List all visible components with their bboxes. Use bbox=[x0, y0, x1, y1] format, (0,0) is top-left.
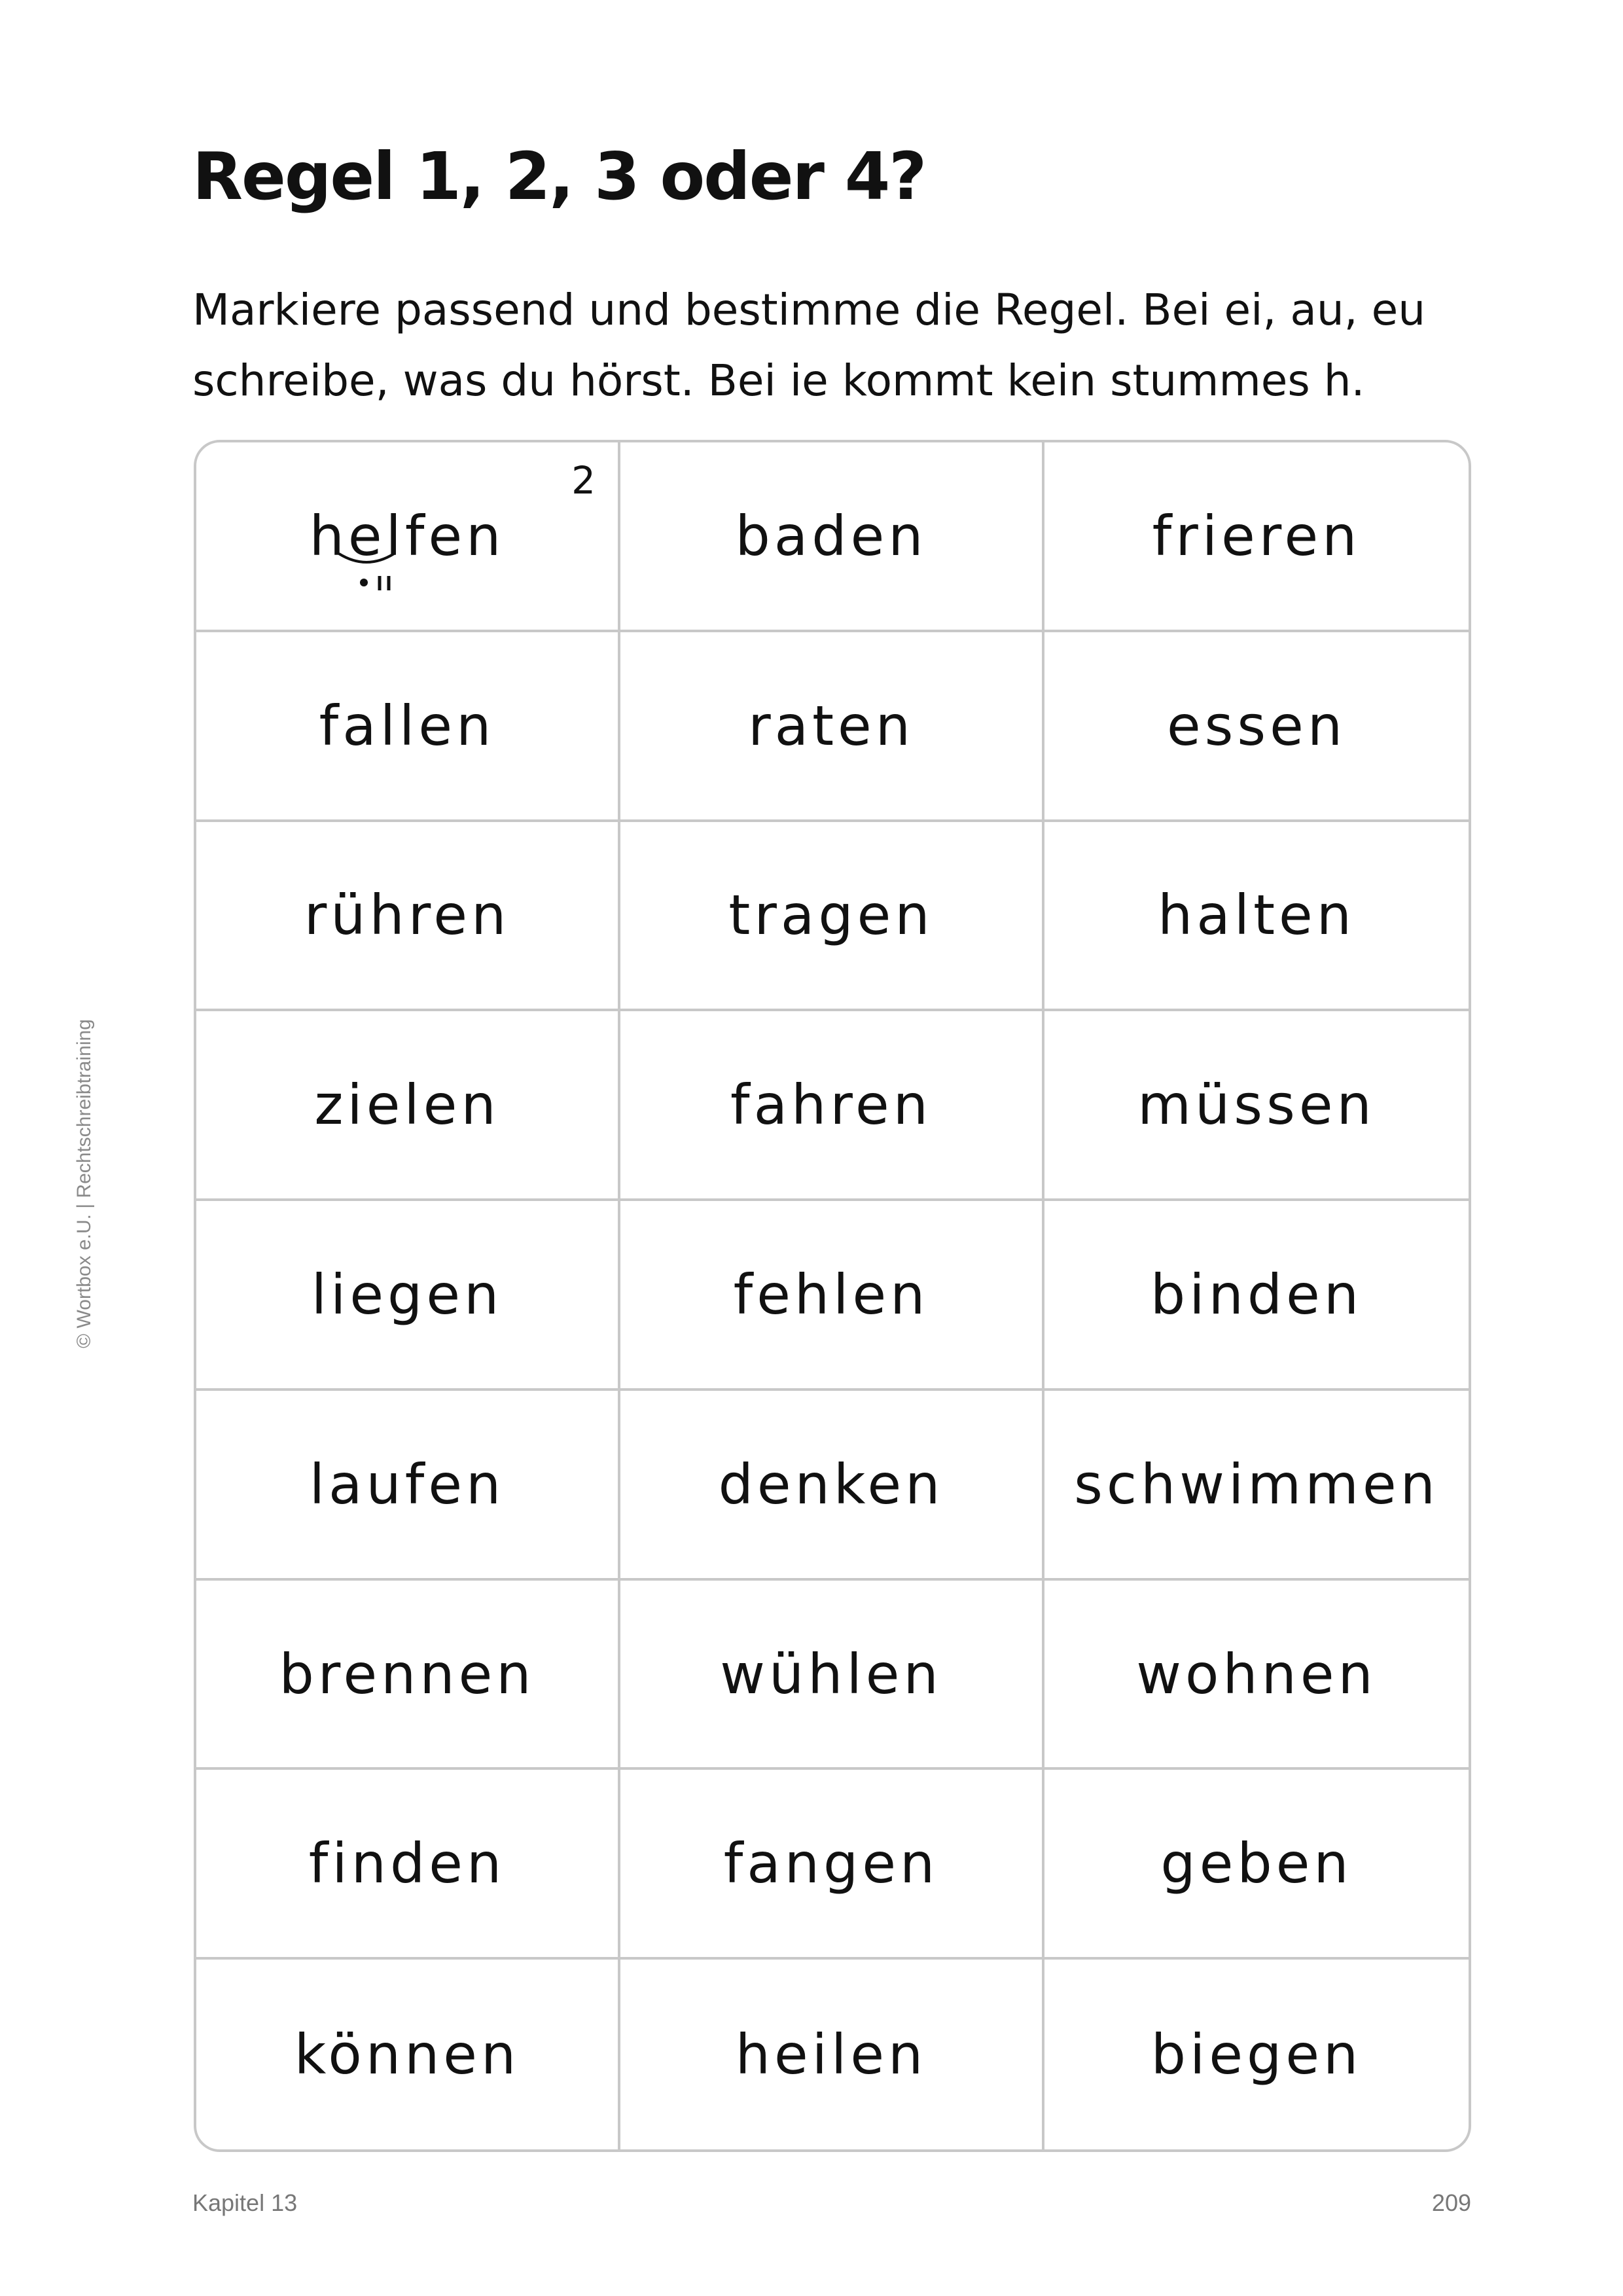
word-text: frieren bbox=[1152, 503, 1361, 568]
instructions bbox=[192, 275, 1469, 416]
word-text: fehlen bbox=[733, 1262, 929, 1327]
word-cell[interactable] bbox=[196, 632, 620, 822]
word-cell[interactable] bbox=[1044, 822, 1469, 1012]
word-text: liegen bbox=[311, 1262, 503, 1327]
word-text: wohnen bbox=[1136, 1641, 1377, 1706]
word-text: fallen bbox=[319, 693, 495, 758]
word-text: raten bbox=[748, 693, 914, 758]
word-text: wühlen bbox=[720, 1641, 942, 1706]
word-cell[interactable] bbox=[1044, 1770, 1469, 1960]
word-text: fahren bbox=[730, 1073, 932, 1138]
word-text: fangen bbox=[723, 1831, 939, 1896]
word-cell[interactable] bbox=[1044, 442, 1469, 632]
word-cell[interactable] bbox=[196, 1391, 620, 1581]
word-text: schwimmen bbox=[1074, 1452, 1439, 1516]
word-cell[interactable] bbox=[1044, 1581, 1469, 1770]
word-text: können bbox=[294, 2022, 520, 2087]
word-text: binden bbox=[1150, 1262, 1363, 1327]
word-cell[interactable] bbox=[620, 1960, 1044, 2149]
word-cell[interactable] bbox=[1044, 1201, 1469, 1391]
word-text: brennen bbox=[279, 1641, 535, 1706]
page-title: Regel 1, 2, 3 oder 4? bbox=[192, 138, 926, 215]
word-cell-example[interactable] bbox=[196, 442, 620, 632]
word-cell[interactable] bbox=[196, 1201, 620, 1391]
rule-number-label: 2 bbox=[571, 458, 596, 503]
word-cell[interactable] bbox=[620, 1391, 1044, 1581]
footer-page-number: 209 bbox=[1431, 2189, 1471, 2216]
word-text: rühren bbox=[304, 883, 510, 948]
word-text: finden bbox=[308, 1831, 506, 1896]
word-cell[interactable] bbox=[196, 1581, 620, 1770]
word-cell[interactable] bbox=[620, 1011, 1044, 1201]
word-text: tragen bbox=[728, 883, 934, 948]
word-text: helfen bbox=[309, 503, 505, 568]
word-text: denken bbox=[718, 1452, 944, 1516]
word-text: halten bbox=[1158, 883, 1355, 948]
word-text: heilen bbox=[735, 2022, 927, 2087]
word-cell[interactable] bbox=[620, 442, 1044, 632]
word-cell[interactable] bbox=[196, 1011, 620, 1201]
instructions-line-1: Markiere passend und bestimme die Regel. Bei ei, au, eu bbox=[192, 285, 1426, 335]
word-cell[interactable] bbox=[1044, 1960, 1469, 2149]
word-text: laufen bbox=[309, 1452, 505, 1516]
word-text: essen bbox=[1166, 693, 1347, 758]
instructions-line-2: schreibe, was du hörst. Bei ie kommt kein stummes h. bbox=[192, 355, 1365, 406]
word-text: müssen bbox=[1137, 1073, 1376, 1138]
word-cell[interactable] bbox=[196, 1960, 620, 2149]
word-text: biegen bbox=[1150, 2022, 1363, 2087]
copyright-credit: © Wortbox e.U. | Rechtschreibtraining bbox=[73, 1019, 95, 1348]
word-cell[interactable] bbox=[1044, 1011, 1469, 1201]
word-cell[interactable] bbox=[1044, 632, 1469, 822]
word-text: geben bbox=[1160, 1831, 1353, 1896]
footer-chapter: Kapitel 13 bbox=[192, 2189, 298, 2216]
word-cell[interactable] bbox=[196, 822, 620, 1012]
word-cell[interactable] bbox=[620, 632, 1044, 822]
word-cell[interactable] bbox=[620, 1201, 1044, 1391]
word-cell[interactable] bbox=[196, 1770, 620, 1960]
word-text: zielen bbox=[314, 1073, 500, 1138]
word-cell[interactable] bbox=[620, 1581, 1044, 1770]
word-cell[interactable] bbox=[620, 822, 1044, 1012]
word-cell[interactable] bbox=[1044, 1391, 1469, 1581]
word-text: baden bbox=[735, 503, 927, 568]
word-table bbox=[194, 440, 1471, 2152]
word-cell[interactable] bbox=[620, 1770, 1044, 1960]
